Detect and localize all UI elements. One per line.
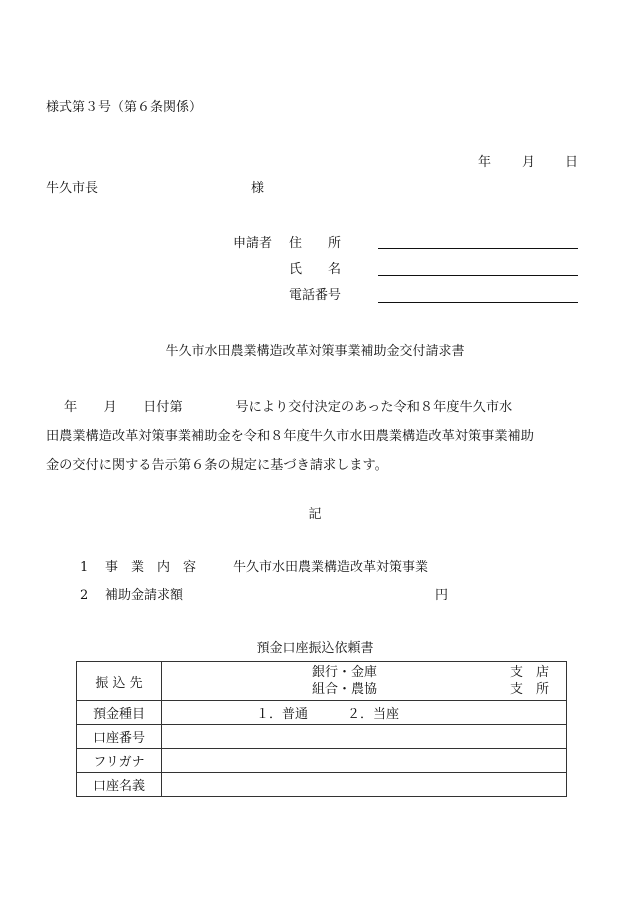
body-paragraph (46, 393, 586, 480)
ki-heading: 記 (308, 507, 322, 522)
phone-label: 電話番号 (289, 288, 342, 303)
date-month-label: 月 (522, 155, 536, 170)
address-field[interactable] (378, 248, 578, 249)
item-1-label: 事 業 内 容 (105, 560, 197, 575)
table-row (77, 773, 567, 797)
table-row (77, 749, 567, 773)
body-line-1: 年 月 日付第 号により交付決定のあった令和８年度牛久市水 (64, 400, 513, 415)
bank-transfer-table (76, 661, 567, 797)
item-2-number: 2 (80, 588, 89, 603)
bank-type-line-1: 銀行・金庫 (312, 665, 378, 680)
furigana-field[interactable] (162, 749, 567, 773)
item-2-unit: 円 (435, 588, 449, 603)
name-field[interactable] (378, 275, 578, 276)
account-type-label: 預金種目 (77, 701, 162, 725)
date-day-label: 日 (565, 155, 579, 170)
item-2-label: 補助金請求額 (105, 588, 184, 603)
account-name-label: 口座名義 (77, 773, 162, 797)
table-row (77, 701, 567, 725)
applicant-label: 申請者 (233, 236, 273, 251)
account-number-field[interactable] (162, 725, 567, 749)
body-line-2: 田農業構造改革対策事業補助金を令和８年度牛久市水田農業構造改革対策事業補助 (46, 429, 534, 444)
account-name-field[interactable] (162, 773, 567, 797)
table-row (77, 725, 567, 749)
branch-line-1: 支 店 (510, 665, 550, 680)
item-1-number: 1 (80, 560, 89, 575)
form-number: 様式第３号（第６条関係） (46, 100, 203, 115)
account-number-label: 口座番号 (77, 725, 162, 749)
account-type-options[interactable]: １．普通 ２．当座 (162, 701, 567, 725)
honorific: 様 (251, 181, 265, 196)
body-line-3: 金の交付に関する告示第６条の規定に基づき請求します。 (46, 458, 388, 473)
name-label: 氏 名 (289, 262, 342, 277)
destination-cell[interactable] (162, 662, 567, 701)
date-year-label: 年 (478, 155, 492, 170)
table-row (77, 662, 567, 701)
bank-type-line-2: 組合・農協 (312, 682, 378, 697)
item-1-value: 牛久市水田農業構造改革対策事業 (233, 560, 429, 575)
addressee: 牛久市長 (46, 181, 99, 196)
furigana-label: フリガナ (77, 749, 162, 773)
destination-label: 振 込 先 (77, 662, 162, 701)
phone-field[interactable] (378, 302, 578, 303)
document-title: 牛久市水田農業構造改革対策事業補助金交付請求書 (165, 344, 465, 359)
address-label: 住 所 (289, 236, 342, 251)
branch-line-2: 支 所 (510, 682, 550, 697)
bank-table-title: 預金口座振込依頼書 (256, 641, 374, 656)
